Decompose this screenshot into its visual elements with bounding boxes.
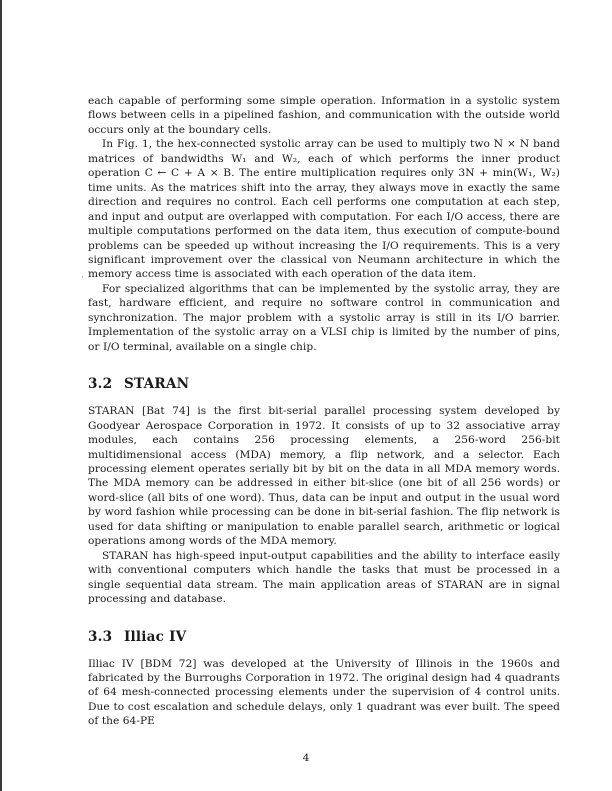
section-heading (88, 629, 560, 645)
section-number: 3.2 (88, 376, 113, 393)
scan-speck: · (81, 273, 84, 282)
page-left-edge (0, 0, 2, 791)
paragraph: STARAN has high-speed input-output capabilities and the ability to interface easily with conventional computers which handle the tasks that must be processed in a single sequential data stream. The main application areas of STARAN are in signal processing and database. (88, 549, 560, 606)
section-body-illiac (88, 657, 560, 729)
section-body-staran (88, 404, 560, 606)
document-page (88, 94, 560, 729)
page-number: 4 (302, 752, 310, 764)
intro-block (88, 94, 560, 354)
paragraph: STARAN [Bat 74] is the first bit-serial parallel processing system developed by Goodyear Aerospace Corporation in 1972. It consists of up to 32 associative array modules, each contains 256 processing elements, a 256-word 256-bit multidimensional access (MDA) memory, a flip network, and a selector. Each processing element operates serially bit by bit on the data in all MDA memory words. The MDA memory can be addressed in either bit-slice (one bit of all 256 words) or word-slice (all bits of one word). Thus, data can be input and output in the usual word by word fashion while processing can be done in bit-serial fashion. The flip network is used for data shifting or manipulation to enable parallel search, arithmetic or logical operations among words of the MDA memory. (88, 405, 560, 548)
paragraph: each capable of performing some simple operation. Information in a systolic system flows between cells in a pipelined fashion, and communication with the outside world occurs only at the boundary cells. (88, 95, 560, 136)
section-heading (88, 376, 560, 392)
paragraph: For specialized algorithms that can be implemented by the systolic array, they are fast, hardware efficient, and require no software control in communication and synchronization. The major problem with a systolic array is still in its I/O barrier. Implementation of the systolic array on a VLSI chip is limited by the number of pins, or I/O terminal, available on a single chip. (88, 282, 560, 353)
paragraph: Illiac IV [BDM 72] was developed at the University of Illinois in the 1960s and fabricated by the Burroughs Corporation in 1972. The original design had 4 quadrants of 64 mesh-connected processing elements under the supervision of 4 control units. Due to cost escalation and schedule delays, only 1 quadrant was ever built. The speed of the 64-PE (88, 657, 560, 728)
section-heading-illiac (88, 629, 560, 645)
section-heading-staran (88, 376, 560, 392)
section-title: Illiac IV (124, 628, 187, 645)
section-number: 3.3 (88, 628, 113, 645)
paragraph: In Fig. 1, the hex-connected systolic array can be used to multiply two N × N band matrices of bandwidths W₁ and W₂, each of which performs the inner product operation C ← C + A × B. The entire multiplication requires only 3N + min(W₁, W₂) time units. As the matrices shift into the array, they always move in exactly the same direction and requires no control. Each cell performs one computation at each step, and input and output are overlapped with computation. For each I/O access, there are multiple computations performed on the data item, thus execution of compute-bound problems can be speeded up without increasing the I/O requirements. This is a very significant improvement over the classical von Neumann architecture in which the memory access time is associated with each operation of the data item. (88, 138, 560, 281)
section-title: STARAN (124, 376, 190, 393)
